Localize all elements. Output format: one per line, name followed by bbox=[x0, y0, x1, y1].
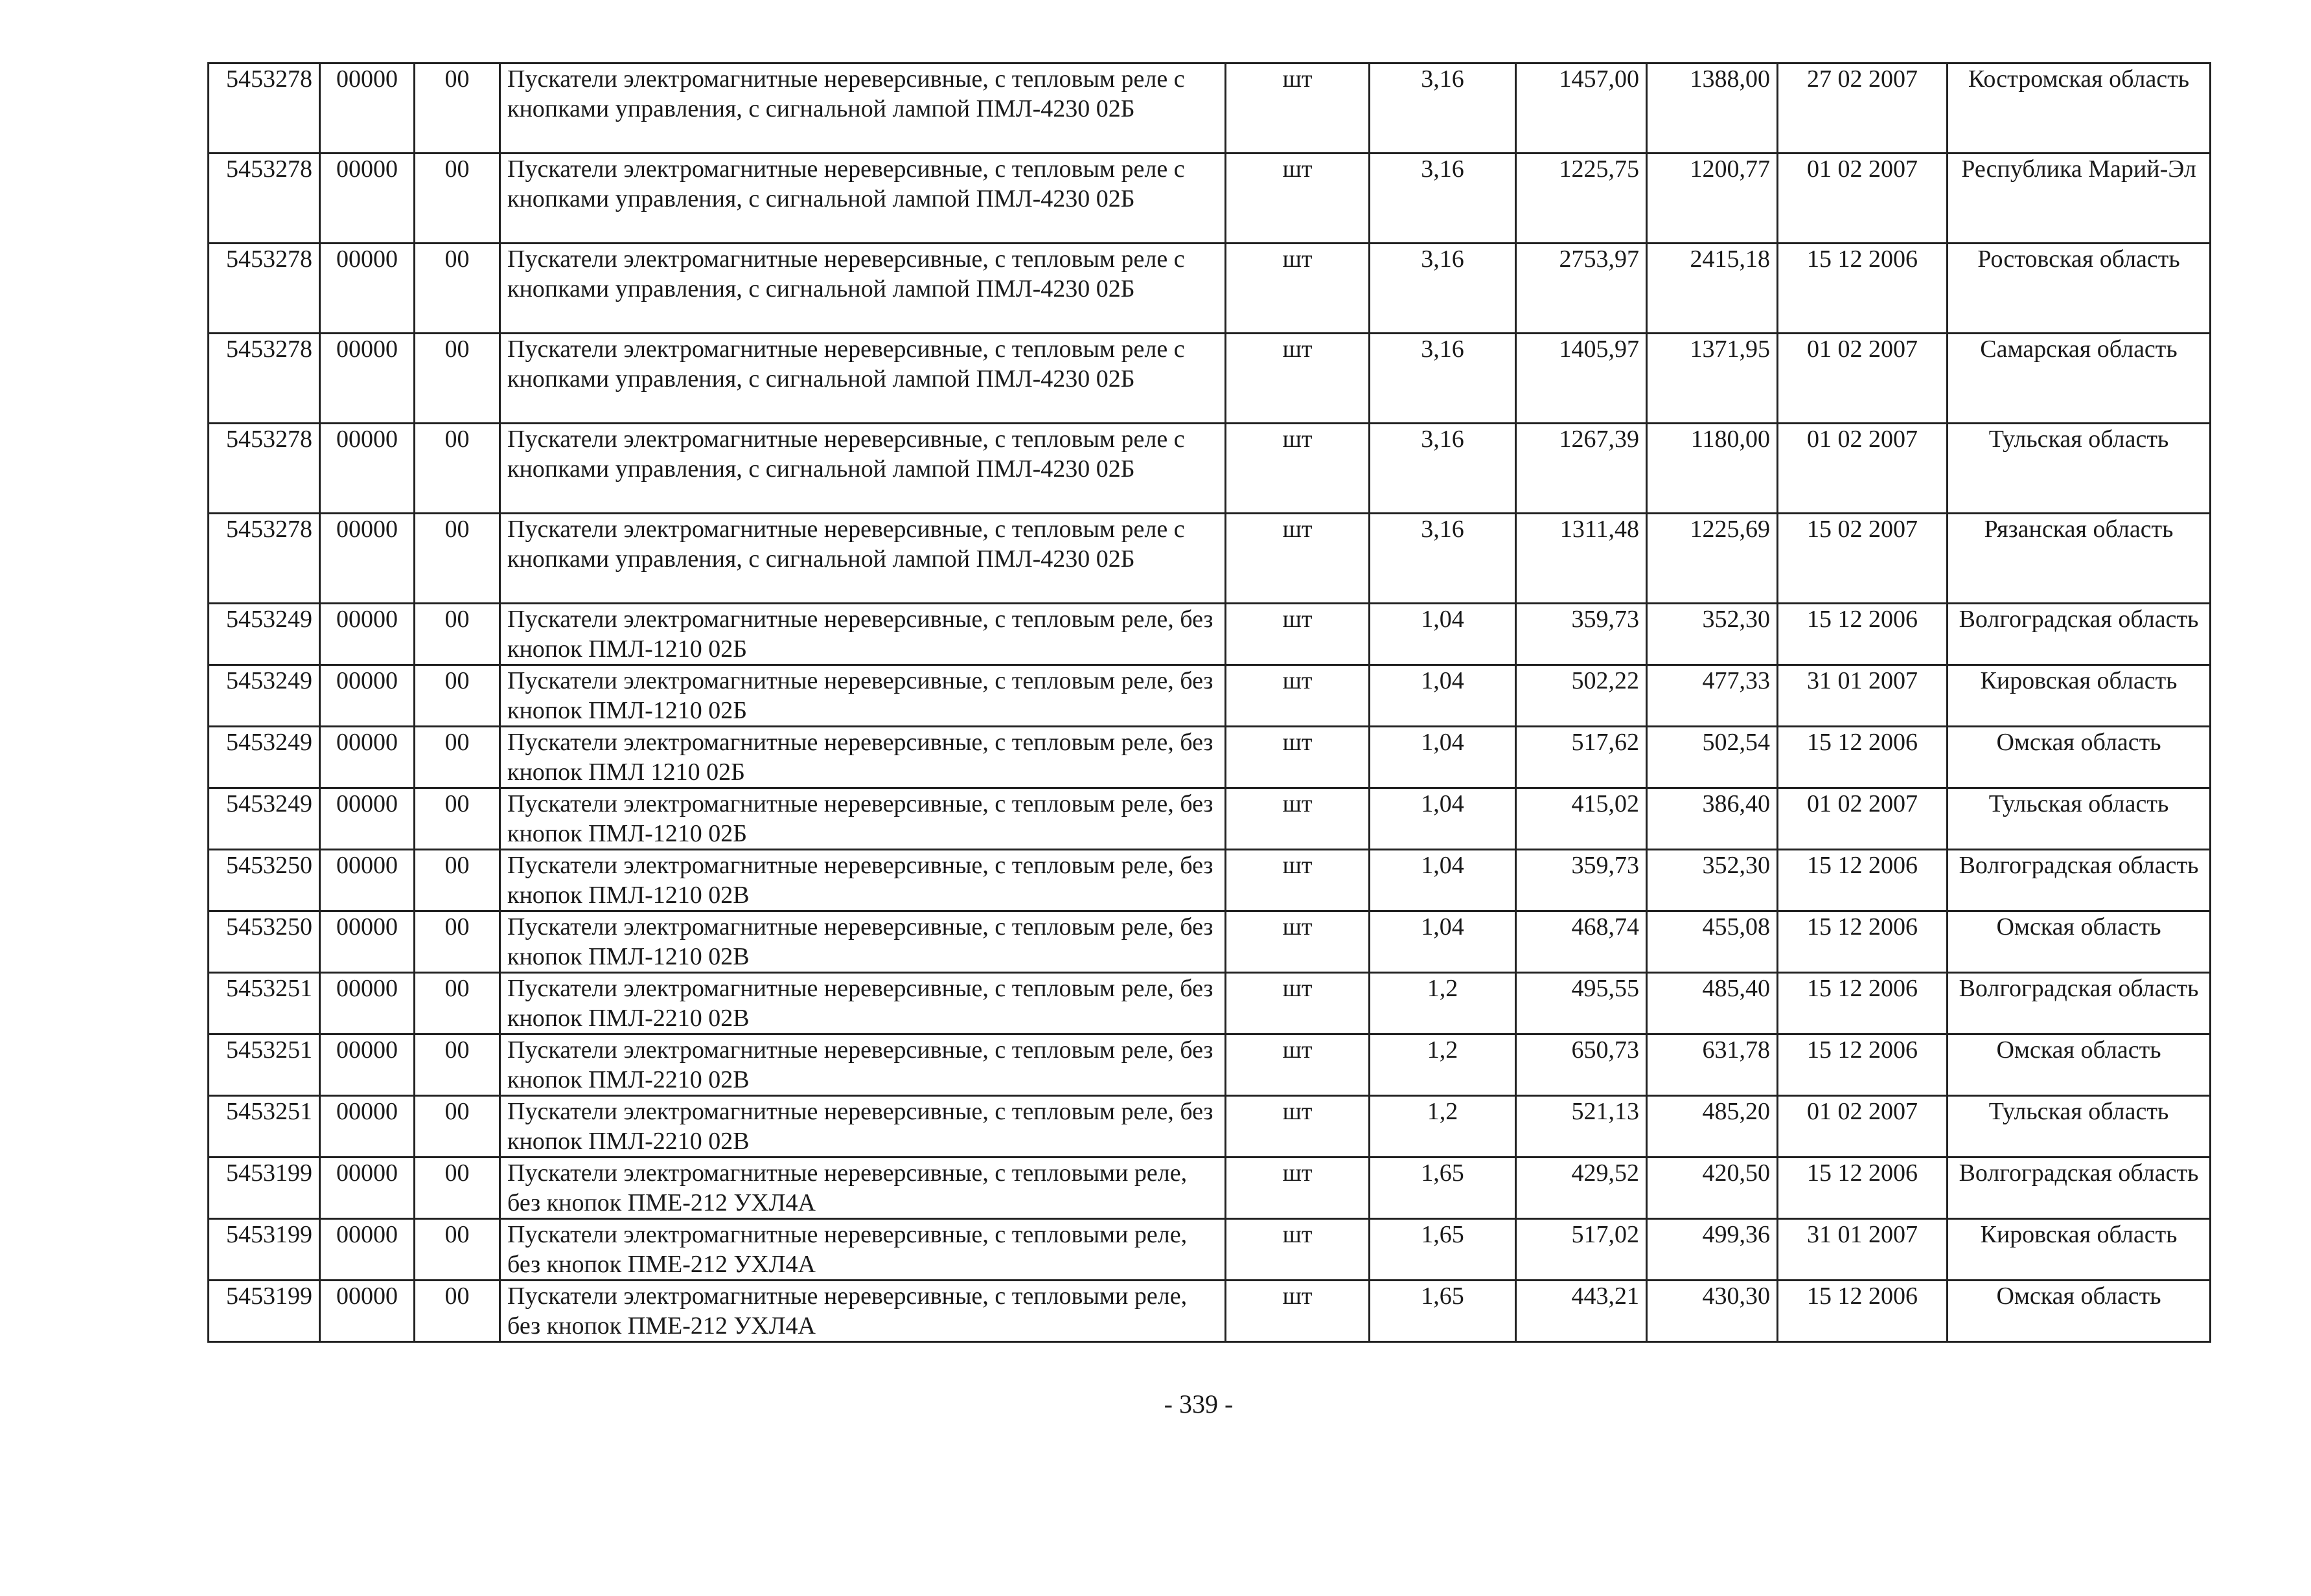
region-name: Кировская область bbox=[1948, 1219, 2211, 1281]
sub-code-1: 00000 bbox=[320, 911, 415, 973]
table-row bbox=[209, 244, 2211, 334]
unit-of-measure: шт bbox=[1226, 1034, 1370, 1096]
price-value-1: 359,73 bbox=[1516, 850, 1647, 911]
quantity-value: 3,16 bbox=[1370, 244, 1516, 334]
item-code: 5453249 bbox=[209, 665, 320, 727]
table-row bbox=[209, 154, 2211, 244]
region-name: Волгоградская область bbox=[1948, 604, 2211, 665]
region-name: Омская область bbox=[1948, 1034, 2211, 1096]
sub-code-2: 00 bbox=[415, 911, 500, 973]
price-value-2: 1180,00 bbox=[1647, 424, 1778, 514]
price-value-1: 517,62 bbox=[1516, 727, 1647, 788]
region-name: Тульская область bbox=[1948, 1096, 2211, 1157]
sub-code-1: 00000 bbox=[320, 973, 415, 1034]
sub-code-2: 00 bbox=[415, 63, 500, 154]
table-row bbox=[209, 334, 2211, 424]
sub-code-2: 00 bbox=[415, 665, 500, 727]
item-description: Пускатели электромагнитные нереверсивные, с тепловыми реле, без кнопок ПМЕ-212 УХЛ4А bbox=[500, 1157, 1226, 1219]
sub-code-1: 00000 bbox=[320, 850, 415, 911]
sub-code-1: 00000 bbox=[320, 1034, 415, 1096]
sub-code-2: 00 bbox=[415, 424, 500, 514]
quantity-value: 1,04 bbox=[1370, 850, 1516, 911]
unit-of-measure: шт bbox=[1226, 727, 1370, 788]
date-value: 15 12 2006 bbox=[1778, 973, 1948, 1034]
item-description: Пускатели электромагнитные нереверсивные, с тепловым реле, без кнопок ПМЛ-2210 02В bbox=[500, 973, 1226, 1034]
item-description: Пускатели электромагнитные нереверсивные, с тепловым реле, без кнопок ПМЛ-1210 02Б bbox=[500, 788, 1226, 850]
sub-code-1: 00000 bbox=[320, 1281, 415, 1342]
date-value: 15 12 2006 bbox=[1778, 850, 1948, 911]
quantity-value: 1,04 bbox=[1370, 911, 1516, 973]
price-value-2: 477,33 bbox=[1647, 665, 1778, 727]
price-value-2: 1388,00 bbox=[1647, 63, 1778, 154]
sub-code-2: 00 bbox=[415, 514, 500, 604]
date-value: 01 02 2007 bbox=[1778, 154, 1948, 244]
price-value-2: 430,30 bbox=[1647, 1281, 1778, 1342]
sub-code-2: 00 bbox=[415, 788, 500, 850]
date-value: 27 02 2007 bbox=[1778, 63, 1948, 154]
table-row bbox=[209, 850, 2211, 911]
unit-of-measure: шт bbox=[1226, 244, 1370, 334]
date-value: 01 02 2007 bbox=[1778, 788, 1948, 850]
quantity-value: 3,16 bbox=[1370, 424, 1516, 514]
quantity-value: 1,65 bbox=[1370, 1281, 1516, 1342]
quantity-value: 3,16 bbox=[1370, 63, 1516, 154]
quantity-value: 1,2 bbox=[1370, 1034, 1516, 1096]
price-value-1: 650,73 bbox=[1516, 1034, 1647, 1096]
price-value-1: 502,22 bbox=[1516, 665, 1647, 727]
price-value-2: 502,54 bbox=[1647, 727, 1778, 788]
region-name: Костромская область bbox=[1948, 63, 2211, 154]
price-value-1: 521,13 bbox=[1516, 1096, 1647, 1157]
sub-code-1: 00000 bbox=[320, 334, 415, 424]
page-number: - 339 - bbox=[1164, 1389, 1234, 1419]
unit-of-measure: шт bbox=[1226, 911, 1370, 973]
sub-code-1: 00000 bbox=[320, 63, 415, 154]
item-description: Пускатели электромагнитные нереверсивные, с тепловым реле, без кнопок ПМЛ 1210 02Б bbox=[500, 727, 1226, 788]
sub-code-1: 00000 bbox=[320, 424, 415, 514]
date-value: 01 02 2007 bbox=[1778, 334, 1948, 424]
table-row bbox=[209, 63, 2211, 154]
table-row bbox=[209, 1281, 2211, 1342]
sub-code-2: 00 bbox=[415, 1219, 500, 1281]
region-name: Тульская область bbox=[1948, 788, 2211, 850]
date-value: 31 01 2007 bbox=[1778, 665, 1948, 727]
sub-code-1: 00000 bbox=[320, 1096, 415, 1157]
item-description: Пускатели электромагнитные нереверсивные, с тепловым реле с кнопками управления, с сигнальной лампой ПМЛ-4230 02Б bbox=[500, 514, 1226, 604]
sub-code-2: 00 bbox=[415, 1096, 500, 1157]
region-name: Омская область bbox=[1948, 727, 2211, 788]
item-code: 5453199 bbox=[209, 1157, 320, 1219]
item-code: 5453250 bbox=[209, 911, 320, 973]
unit-of-measure: шт bbox=[1226, 1281, 1370, 1342]
quantity-value: 1,2 bbox=[1370, 1096, 1516, 1157]
sub-code-1: 00000 bbox=[320, 1157, 415, 1219]
item-description: Пускатели электромагнитные нереверсивные, с тепловым реле с кнопками управления, с сигнальной лампой ПМЛ-4230 02Б bbox=[500, 334, 1226, 424]
quantity-value: 1,65 bbox=[1370, 1157, 1516, 1219]
region-name: Омская область bbox=[1948, 911, 2211, 973]
price-value-2: 1371,95 bbox=[1647, 334, 1778, 424]
item-description: Пускатели электромагнитные нереверсивные, с тепловыми реле, без кнопок ПМЕ-212 УХЛ4А bbox=[500, 1281, 1226, 1342]
price-value-1: 2753,97 bbox=[1516, 244, 1647, 334]
date-value: 31 01 2007 bbox=[1778, 1219, 1948, 1281]
quantity-value: 1,04 bbox=[1370, 604, 1516, 665]
price-value-1: 415,02 bbox=[1516, 788, 1647, 850]
unit-of-measure: шт bbox=[1226, 63, 1370, 154]
region-name: Омская область bbox=[1948, 1281, 2211, 1342]
table-row bbox=[209, 727, 2211, 788]
item-code: 5453249 bbox=[209, 604, 320, 665]
table-row bbox=[209, 1096, 2211, 1157]
item-description: Пускатели электромагнитные нереверсивные, с тепловым реле с кнопками управления, с сигнальной лампой ПМЛ-4230 02Б bbox=[500, 424, 1226, 514]
price-value-1: 517,02 bbox=[1516, 1219, 1647, 1281]
unit-of-measure: шт bbox=[1226, 1157, 1370, 1219]
region-name: Рязанская область bbox=[1948, 514, 2211, 604]
price-value-2: 352,30 bbox=[1647, 850, 1778, 911]
item-code: 5453278 bbox=[209, 424, 320, 514]
item-description: Пускатели электромагнитные нереверсивные, с тепловым реле, без кнопок ПМЛ-1210 02Б bbox=[500, 604, 1226, 665]
item-description: Пускатели электромагнитные нереверсивные, с тепловым реле, без кнопок ПМЛ-1210 02В bbox=[500, 850, 1226, 911]
sub-code-2: 00 bbox=[415, 334, 500, 424]
unit-of-measure: шт bbox=[1226, 424, 1370, 514]
price-value-2: 1200,77 bbox=[1647, 154, 1778, 244]
table-row bbox=[209, 514, 2211, 604]
unit-of-measure: шт bbox=[1226, 850, 1370, 911]
date-value: 15 12 2006 bbox=[1778, 1034, 1948, 1096]
price-value-2: 352,30 bbox=[1647, 604, 1778, 665]
quantity-value: 3,16 bbox=[1370, 334, 1516, 424]
sub-code-2: 00 bbox=[415, 154, 500, 244]
item-code: 5453249 bbox=[209, 727, 320, 788]
price-value-2: 631,78 bbox=[1647, 1034, 1778, 1096]
region-name: Волгоградская область bbox=[1948, 973, 2211, 1034]
table-row bbox=[209, 665, 2211, 727]
table-body bbox=[209, 63, 2211, 1342]
item-code: 5453251 bbox=[209, 973, 320, 1034]
price-value-1: 1405,97 bbox=[1516, 334, 1647, 424]
date-value: 01 02 2007 bbox=[1778, 1096, 1948, 1157]
price-value-2: 420,50 bbox=[1647, 1157, 1778, 1219]
table-row bbox=[209, 911, 2211, 973]
unit-of-measure: шт bbox=[1226, 154, 1370, 244]
quantity-value: 3,16 bbox=[1370, 514, 1516, 604]
price-value-1: 1457,00 bbox=[1516, 63, 1647, 154]
unit-of-measure: шт bbox=[1226, 604, 1370, 665]
quantity-value: 1,04 bbox=[1370, 727, 1516, 788]
price-value-1: 359,73 bbox=[1516, 604, 1647, 665]
date-value: 15 12 2006 bbox=[1778, 1157, 1948, 1219]
price-value-2: 386,40 bbox=[1647, 788, 1778, 850]
date-value: 15 12 2006 bbox=[1778, 911, 1948, 973]
unit-of-measure: шт bbox=[1226, 1219, 1370, 1281]
sub-code-1: 00000 bbox=[320, 665, 415, 727]
price-value-2: 2415,18 bbox=[1647, 244, 1778, 334]
item-code: 5453278 bbox=[209, 63, 320, 154]
sub-code-2: 00 bbox=[415, 244, 500, 334]
quantity-value: 3,16 bbox=[1370, 154, 1516, 244]
price-value-1: 1225,75 bbox=[1516, 154, 1647, 244]
item-code: 5453278 bbox=[209, 244, 320, 334]
price-value-1: 495,55 bbox=[1516, 973, 1647, 1034]
price-value-1: 1311,48 bbox=[1516, 514, 1647, 604]
sub-code-1: 00000 bbox=[320, 727, 415, 788]
region-name: Самарская область bbox=[1948, 334, 2211, 424]
item-description: Пускатели электромагнитные нереверсивные, с тепловым реле с кнопками управления, с сигнальной лампой ПМЛ-4230 02Б bbox=[500, 154, 1226, 244]
price-value-1: 429,52 bbox=[1516, 1157, 1647, 1219]
region-name: Ростовская область bbox=[1948, 244, 2211, 334]
table-row bbox=[209, 1034, 2211, 1096]
price-value-1: 1267,39 bbox=[1516, 424, 1647, 514]
sub-code-2: 00 bbox=[415, 1034, 500, 1096]
price-value-2: 485,40 bbox=[1647, 973, 1778, 1034]
unit-of-measure: шт bbox=[1226, 788, 1370, 850]
price-value-2: 455,08 bbox=[1647, 911, 1778, 973]
sub-code-2: 00 bbox=[415, 973, 500, 1034]
price-value-2: 1225,69 bbox=[1647, 514, 1778, 604]
sub-code-2: 00 bbox=[415, 1157, 500, 1219]
item-description: Пускатели электромагнитные нереверсивные, с тепловым реле с кнопками управления, с сигнальной лампой ПМЛ-4230 02Б bbox=[500, 244, 1226, 334]
unit-of-measure: шт bbox=[1226, 973, 1370, 1034]
region-name: Республика Марий-Эл bbox=[1948, 154, 2211, 244]
unit-of-measure: шт bbox=[1226, 665, 1370, 727]
item-description: Пускатели электромагнитные нереверсивные, с тепловым реле, без кнопок ПМЛ-2210 02В bbox=[500, 1096, 1226, 1157]
item-code: 5453251 bbox=[209, 1034, 320, 1096]
item-description: Пускатели электромагнитные нереверсивные, с тепловым реле, без кнопок ПМЛ-1210 02Б bbox=[500, 665, 1226, 727]
table-row bbox=[209, 973, 2211, 1034]
item-description: Пускатели электромагнитные нереверсивные, с тепловыми реле, без кнопок ПМЕ-212 УХЛ4А bbox=[500, 1219, 1226, 1281]
unit-of-measure: шт bbox=[1226, 514, 1370, 604]
item-description: Пускатели электромагнитные нереверсивные, с тепловым реле, без кнопок ПМЛ-2210 02В bbox=[500, 1034, 1226, 1096]
sub-code-1: 00000 bbox=[320, 154, 415, 244]
sub-code-1: 00000 bbox=[320, 514, 415, 604]
price-value-1: 443,21 bbox=[1516, 1281, 1647, 1342]
item-code: 5453249 bbox=[209, 788, 320, 850]
date-value: 15 02 2007 bbox=[1778, 514, 1948, 604]
quantity-value: 1,04 bbox=[1370, 788, 1516, 850]
date-value: 15 12 2006 bbox=[1778, 1281, 1948, 1342]
sub-code-2: 00 bbox=[415, 1281, 500, 1342]
sub-code-1: 00000 bbox=[320, 604, 415, 665]
table-row bbox=[209, 424, 2211, 514]
quantity-value: 1,04 bbox=[1370, 665, 1516, 727]
table-row bbox=[209, 788, 2211, 850]
price-value-2: 485,20 bbox=[1647, 1096, 1778, 1157]
region-name: Волгоградская область bbox=[1948, 850, 2211, 911]
price-value-1: 468,74 bbox=[1516, 911, 1647, 973]
quantity-value: 1,2 bbox=[1370, 973, 1516, 1034]
item-code: 5453251 bbox=[209, 1096, 320, 1157]
sub-code-1: 00000 bbox=[320, 788, 415, 850]
table-row bbox=[209, 1219, 2211, 1281]
item-code: 5453199 bbox=[209, 1281, 320, 1342]
item-code: 5453250 bbox=[209, 850, 320, 911]
price-value-2: 499,36 bbox=[1647, 1219, 1778, 1281]
unit-of-measure: шт bbox=[1226, 334, 1370, 424]
item-code: 5453199 bbox=[209, 1219, 320, 1281]
region-name: Волгоградская область bbox=[1948, 1157, 2211, 1219]
date-value: 15 12 2006 bbox=[1778, 604, 1948, 665]
date-value: 01 02 2007 bbox=[1778, 424, 1948, 514]
sub-code-1: 00000 bbox=[320, 244, 415, 334]
item-description: Пускатели электромагнитные нереверсивные, с тепловым реле, без кнопок ПМЛ-1210 02В bbox=[500, 911, 1226, 973]
table-row bbox=[209, 604, 2211, 665]
sub-code-2: 00 bbox=[415, 850, 500, 911]
item-code: 5453278 bbox=[209, 514, 320, 604]
item-code: 5453278 bbox=[209, 334, 320, 424]
sub-code-1: 00000 bbox=[320, 1219, 415, 1281]
sub-code-2: 00 bbox=[415, 604, 500, 665]
price-table bbox=[207, 62, 2211, 1343]
sub-code-2: 00 bbox=[415, 727, 500, 788]
unit-of-measure: шт bbox=[1226, 1096, 1370, 1157]
table-row bbox=[209, 1157, 2211, 1219]
quantity-value: 1,65 bbox=[1370, 1219, 1516, 1281]
region-name: Тульская область bbox=[1948, 424, 2211, 514]
date-value: 15 12 2006 bbox=[1778, 727, 1948, 788]
item-code: 5453278 bbox=[209, 154, 320, 244]
region-name: Кировская область bbox=[1948, 665, 2211, 727]
item-description: Пускатели электромагнитные нереверсивные, с тепловым реле с кнопками управления, с сигнальной лампой ПМЛ-4230 02Б bbox=[500, 63, 1226, 154]
date-value: 15 12 2006 bbox=[1778, 244, 1948, 334]
